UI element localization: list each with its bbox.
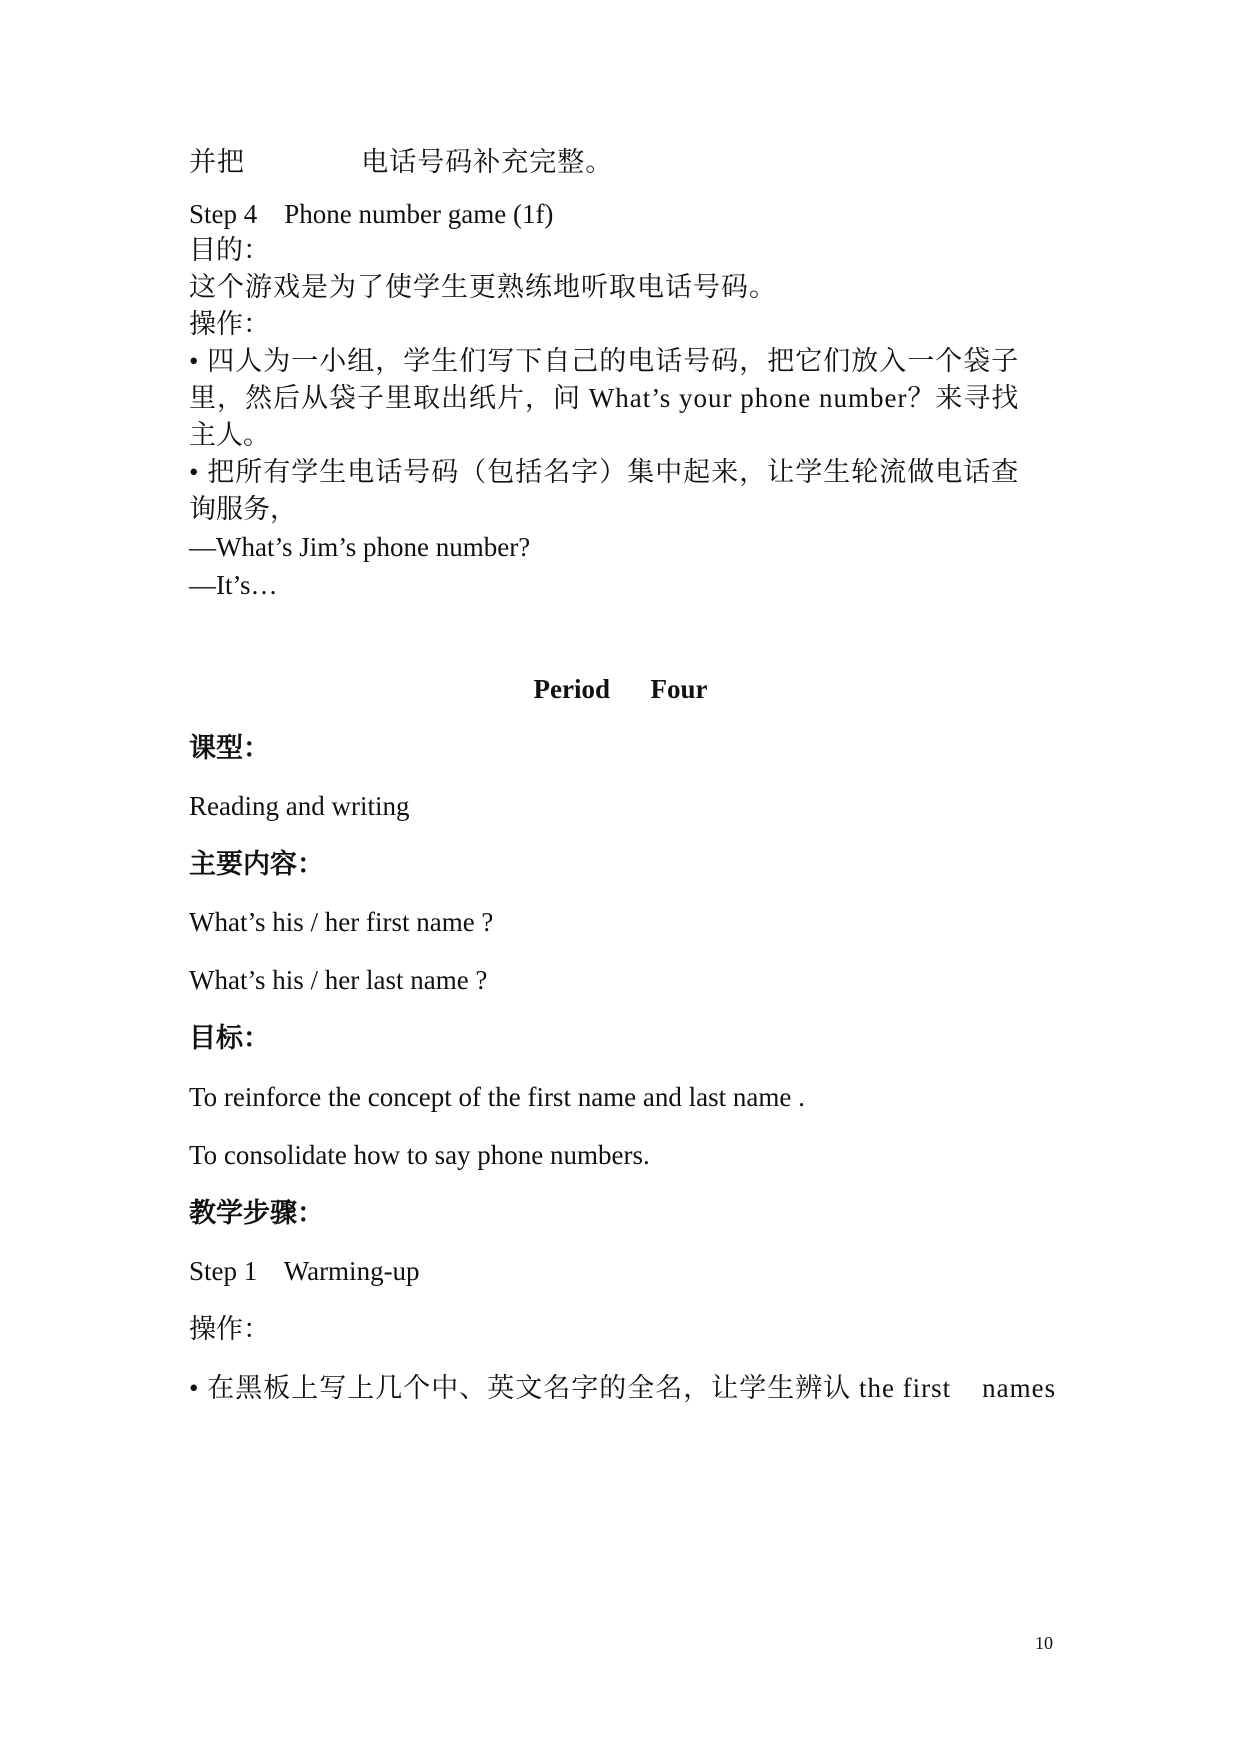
section-title: Period Four — [533, 674, 708, 704]
step1-operation-label: 操作： — [189, 1314, 270, 1344]
dialog-answer: —It’s… — [189, 570, 278, 600]
purpose-label: 目的： — [189, 235, 270, 265]
operation-item-2-line2: 询服务， — [189, 494, 297, 524]
lesson-type-value: Reading and writing — [189, 791, 410, 821]
goal-item-1: To reinforce the concept of the first name and last name . — [189, 1082, 805, 1112]
step1-heading: Step 1 Warming-up — [189, 1256, 420, 1286]
goal-label: 目标： — [189, 1023, 270, 1053]
main-content-item-1: What’s his / her first name ? — [189, 907, 494, 937]
dialog-question: —What’s Jim’s phone number? — [189, 532, 531, 562]
goal-item-2: To consolidate how to say phone numbers. — [189, 1140, 650, 1170]
main-content-label: 主要内容： — [189, 849, 324, 879]
lesson-type-label: 课型： — [189, 733, 270, 763]
page-number: 10 — [1035, 1633, 1053, 1653]
operation-item-2-line1: • 把所有学生电话号码（包括名字）集中起来，让学生轮流做电话查 — [189, 457, 1020, 487]
operation-item-1-line1: • 四人为一小组，学生们写下自己的电话号码，把它们放入一个袋子 — [189, 346, 1020, 376]
operation-label: 操作： — [189, 309, 270, 339]
main-content-item-2: What’s his / her last name ? — [189, 965, 488, 995]
step4-heading: Step 4 Phone number game (1f) — [189, 199, 554, 229]
operation-item-1-line2: 里，然后从袋子里取出纸片，问 What’s your phone number？来寻找 — [189, 383, 1020, 413]
step1-operation-text: • 在黑板上写上几个中、英文名字的全名，让学生辨认 the first names — [189, 1373, 1057, 1403]
teaching-steps-label: 教学步骤： — [189, 1198, 324, 1228]
fill-in-instruction: 并把 电话号码补充完整。 — [189, 147, 614, 177]
operation-item-1-line3: 主人。 — [189, 420, 270, 450]
purpose-text: 这个游戏是为了使学生更熟练地听取电话号码。 — [189, 272, 777, 302]
